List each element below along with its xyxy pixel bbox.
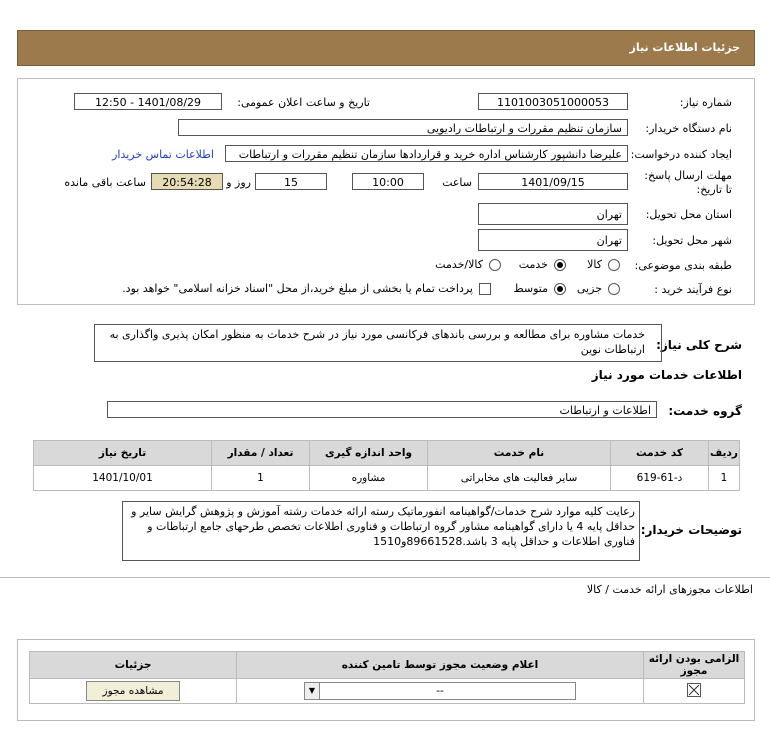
process-option-minor: جزیی — [576, 282, 602, 295]
process-radio-medium[interactable] — [554, 283, 566, 295]
service-group-field[interactable]: اطلاعات و ارتباطات — [107, 401, 657, 418]
creator-field[interactable]: علیرضا دانشپور کارشناس اداره خرید و قراردادها سازمان تنظیم مقررات و ارتباطات — [225, 145, 628, 162]
deadline-label: مهلت ارسال پاسخ: تا تاریخ: — [644, 169, 732, 196]
required-cell — [644, 679, 745, 704]
announce-label: تاریخ و ساعت اعلان عمومی: — [237, 96, 370, 109]
services-section-title: اطلاعات خدمات مورد نیاز — [591, 368, 742, 382]
table-row — [30, 679, 745, 704]
treasury-checkbox[interactable] — [479, 283, 491, 295]
days-label: روز و — [226, 176, 251, 189]
chevron-down-icon[interactable]: ▼ — [305, 683, 320, 699]
details-panel — [17, 78, 755, 305]
summary-label: شرح کلی نیاز: — [656, 338, 742, 352]
header-row-col: ردیف — [709, 441, 740, 466]
cell-name: سایر فعالیت های مخابراتی — [428, 466, 611, 491]
deadline-time-label: ساعت — [442, 176, 472, 189]
cell-code: د-61-619 — [611, 466, 709, 491]
category-label: طبقه بندی موضوعی: — [634, 259, 732, 272]
required-checkbox[interactable] — [687, 683, 701, 697]
cell-qty: 1 — [212, 466, 310, 491]
process-radio-minor[interactable] — [608, 283, 620, 295]
header-required-col: الزامی بودن ارائه مجوز — [644, 652, 745, 679]
header-qty-col: تعداد / مقدار — [212, 441, 310, 466]
remaining-time-field: 20:54:28 — [151, 173, 223, 190]
services-table-header — [34, 441, 740, 466]
details-cell — [30, 679, 237, 704]
licenses-table — [29, 651, 745, 704]
payment-note: پرداخت تمام یا بخشی از مبلغ خرید،از محل "اسناد خزانه اسلامی" خواهد بود. — [122, 282, 473, 295]
province-field[interactable]: تهران — [478, 203, 628, 225]
divider — [0, 577, 770, 578]
summary-text[interactable]: خدمات مشاوره برای مطالعه و بررسی باندهای فرکانسی مورد نیاز در شرح خدمات به منظور امکان پذیری واگذاری به ارتباطات نوین — [94, 324, 662, 362]
deadline-date-field[interactable]: 1401/09/15 — [478, 173, 628, 190]
header-date-col: تاریخ نیاز — [34, 441, 212, 466]
category-option-both: کالا/خدمت — [435, 258, 483, 271]
status-cell — [237, 679, 644, 704]
cross-icon — [688, 684, 700, 696]
need-number-label: شماره نیاز: — [679, 96, 732, 109]
need-number-field[interactable]: 1101003051000053 — [478, 93, 628, 110]
category-option-service: خدمت — [518, 258, 548, 271]
page-title: جزئیات اطلاعات نیاز — [629, 41, 740, 54]
licenses-title: اطلاعات مجوزهای ارائه خدمت / کالا — [586, 583, 753, 596]
city-field[interactable]: تهران — [478, 229, 628, 251]
cell-row: 1 — [709, 466, 740, 491]
province-label: استان محل تحویل: — [645, 208, 732, 221]
days-field[interactable]: 15 — [255, 173, 327, 190]
buyer-contact-link[interactable]: اطلاعات تماس خریدار — [112, 148, 214, 161]
category-radio-both[interactable] — [489, 259, 501, 271]
process-label: نوع فرآیند خرید : — [654, 283, 732, 296]
cell-unit: مشاوره — [310, 466, 428, 491]
buyer-notes-text[interactable]: رعایت کلیه موارد شرح خدمات/گواهینامه انفورماتیک رسته ارائه خدمات رشته آموزش و پژوهش گرایش سایر و حداقل پایه 4 یا دارای گواهینامه مشاور گروه ارتباطات و فناوری اطلاعات تخصص طرحهای جامع ارتباطات و فناوری اطلاعات و حداقل پایه 3 باشد.89661528و1510 — [122, 501, 640, 561]
header-name-col: نام خدمت — [428, 441, 611, 466]
status-select-value: -- — [436, 685, 444, 697]
header-code-col: کد خدمت — [611, 441, 709, 466]
header-unit-col: واحد اندازه گیری — [310, 441, 428, 466]
creator-label: ایجاد کننده درخواست: — [630, 148, 732, 161]
licenses-panel — [17, 639, 755, 721]
announce-field[interactable]: 1401/08/29 - 12:50 — [74, 93, 222, 110]
remaining-label: ساعت باقی مانده — [64, 176, 146, 189]
category-radio-goods[interactable] — [608, 259, 620, 271]
deadline-time-field[interactable]: 10:00 — [352, 173, 424, 190]
process-option-medium: متوسط — [513, 282, 548, 295]
category-radio-service[interactable] — [554, 259, 566, 271]
header-details-col: جزئیات — [30, 652, 237, 679]
licenses-table-header — [30, 652, 745, 679]
page-header — [17, 30, 755, 66]
table-row[interactable] — [34, 466, 740, 491]
service-group-label: گروه خدمت: — [668, 404, 742, 418]
buyer-notes-label: توضیحات خریدار: — [640, 523, 742, 537]
buyer-org-field[interactable]: سازمان تنظیم مقررات و ارتباطات رادیویی — [178, 119, 628, 136]
cell-date: 1401/10/01 — [34, 466, 212, 491]
city-label: شهر محل تحویل: — [652, 234, 732, 247]
header-status-col: اعلام وضعیت مجوز توسط تامین کننده — [237, 652, 644, 679]
buyer-org-label: نام دستگاه خریدار: — [645, 122, 732, 135]
status-select[interactable] — [304, 682, 576, 700]
view-license-button[interactable]: مشاهده مجوز — [86, 681, 180, 701]
category-option-goods: کالا — [587, 258, 602, 271]
services-table — [33, 440, 740, 491]
